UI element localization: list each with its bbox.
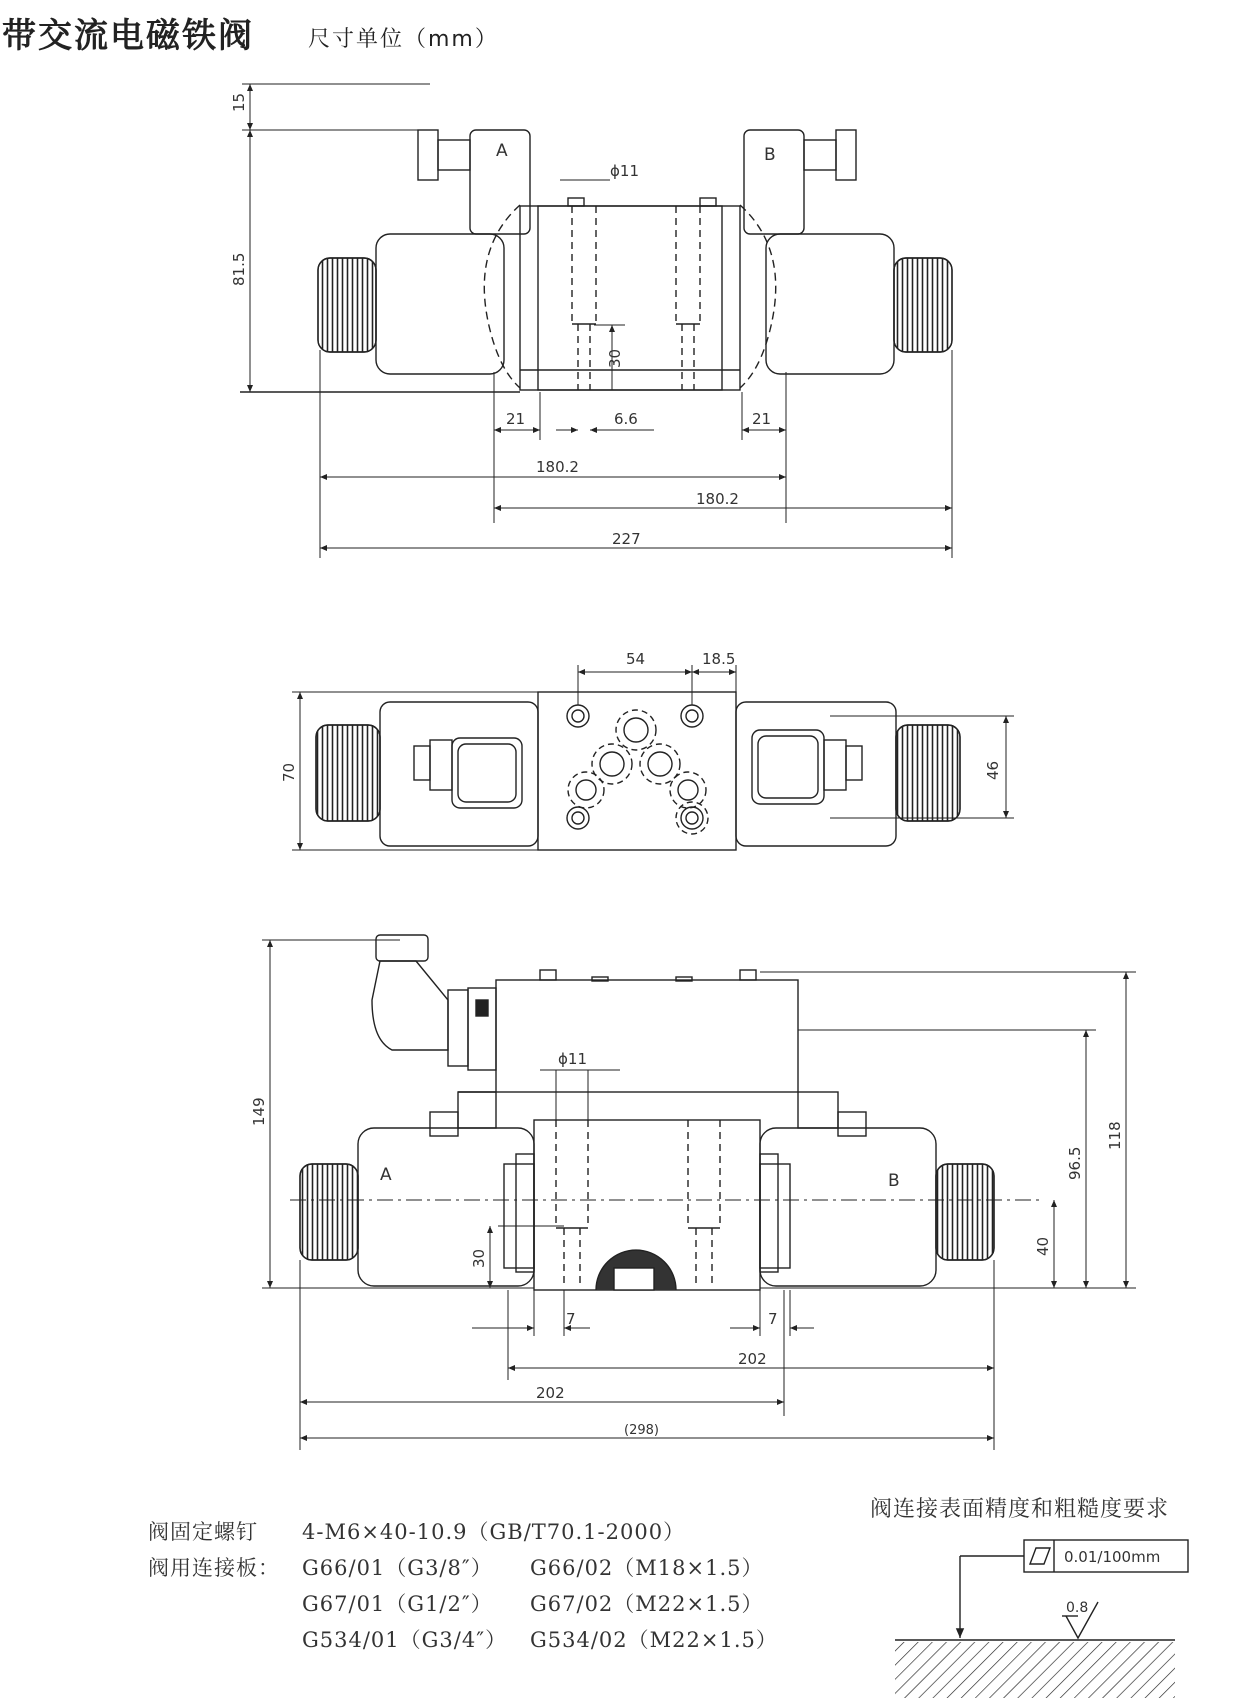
flatness-tolerance: 0.01/100mm: [1064, 1548, 1161, 1566]
dim-6-6: 6.6: [614, 410, 638, 428]
roughness-value: 0.8: [1066, 1600, 1089, 1616]
dim-298: (298): [624, 1423, 659, 1438]
dim-phi11-top: ϕ11: [610, 162, 639, 180]
plate-right: G66/02（M18×1.5）: [530, 1556, 764, 1580]
dim-227: 227: [612, 530, 641, 548]
dim-15: 15: [230, 92, 248, 112]
dim-180-2-a: 180.2: [536, 458, 579, 476]
page-title: 带交流电磁铁阀: [2, 16, 254, 56]
surface-requirement-title: 阀连接表面精度和粗糙度要求: [870, 1497, 1170, 1522]
port-a-label-top: A: [496, 141, 508, 161]
dim-46: 46: [984, 760, 1002, 780]
unit-note: 尺寸单位（mm）: [308, 27, 499, 52]
port-a-label-side: A: [380, 1165, 392, 1185]
dim-70: 70: [280, 762, 298, 782]
port-b-label-side: B: [888, 1171, 900, 1191]
screw-value: 4-M6×40-10.9（GB/T70.1-2000）: [302, 1520, 686, 1544]
port-b-label-top: B: [764, 145, 776, 165]
plate-left: G534/01（G3/4″）: [302, 1628, 508, 1652]
dim-30-top: 30: [606, 348, 624, 368]
dim-81-5: 81.5: [230, 252, 248, 286]
plate-left: G67/01（G1/2″）: [302, 1592, 493, 1616]
dim-54: 54: [626, 650, 646, 668]
screw-label: 阀固定螺钉: [148, 1520, 258, 1544]
plate-label: 阀用连接板：: [148, 1556, 280, 1580]
dim-202-a: 202: [738, 1350, 767, 1368]
dim-202-b: 202: [536, 1384, 565, 1402]
dim-30-side: 30: [470, 1248, 488, 1268]
dim-118: 118: [1106, 1121, 1124, 1150]
dim-phi11-side: ϕ11: [558, 1050, 587, 1068]
dim-21-left: 21: [506, 410, 526, 428]
dim-7-left: 7: [566, 1310, 576, 1328]
dim-18-5: 18.5: [702, 650, 736, 668]
dim-21-right: 21: [752, 410, 772, 428]
plate-left: G66/01（G3/8″）: [302, 1556, 493, 1580]
plate-right: G534/02（M22×1.5）: [530, 1628, 778, 1652]
plate-right: G67/02（M22×1.5）: [530, 1592, 764, 1616]
dim-96-5: 96.5: [1066, 1146, 1084, 1180]
dim-7-right: 7: [768, 1310, 778, 1328]
dim-149: 149: [250, 1097, 268, 1126]
dim-40: 40: [1034, 1236, 1052, 1256]
dim-180-2-b: 180.2: [696, 490, 739, 508]
